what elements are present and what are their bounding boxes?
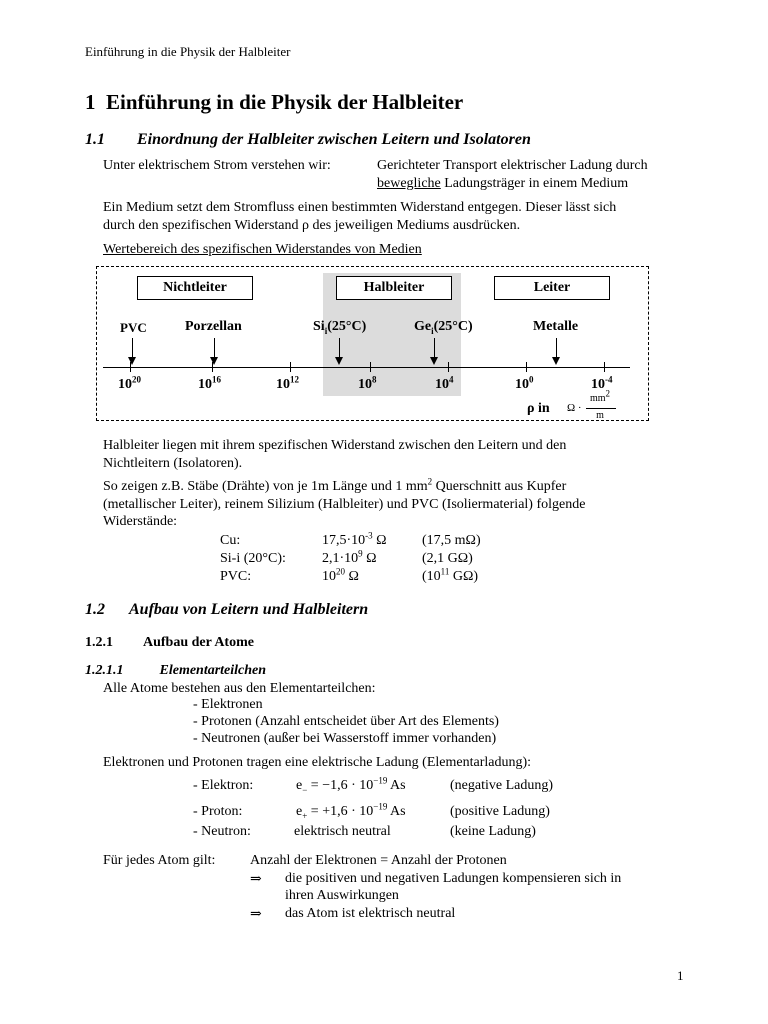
arrow-germanium-head — [430, 357, 438, 365]
axis-tick — [604, 362, 605, 372]
page-number: 1 — [677, 968, 684, 983]
definition-line-2: bewegliche Ladungsträger in einem Medium — [377, 176, 629, 191]
axis-tick — [448, 362, 449, 372]
charge-value: $e_- = -1,6 \cdot 10^{-19}$ As — [296, 775, 406, 795]
arrow-porzellan — [214, 338, 215, 358]
arrow-metalle-head — [552, 357, 560, 365]
paragraph-line: So zeigen z.B. Stäbe (Drähte) von je 1m Länge und 1 $mm^2$ Querschnitt aus Kupfer — [103, 476, 567, 494]
range-heading: Wertebereich des spezifischen Widerstandes von Medien — [103, 242, 422, 257]
material-pvc: PVC — [120, 320, 147, 335]
category-leiter: Leiter — [494, 276, 610, 300]
charge-name: - Proton: — [193, 804, 243, 819]
arrow-silizium-head — [335, 357, 343, 365]
section-number: 1.1 — [85, 131, 105, 148]
unit-fraction-bar — [586, 408, 616, 409]
axis-tick — [370, 362, 371, 372]
tick-label: $10^{20}$ — [118, 374, 141, 392]
unit-omega: Ω · — [567, 402, 582, 414]
tick-label: $10^{12}$ — [276, 374, 299, 392]
charge-intro: Elektronen und Protonen tragen eine elektrische Ladung (Elementarladung): — [103, 755, 532, 770]
definition-term: Unter elektrischem Strom verstehen wir: — [103, 158, 331, 173]
paragraph-line: Widerstände: — [103, 514, 178, 529]
consequence-line: das Atom ist elektrisch neutral — [285, 906, 456, 921]
charge-note: (positive Ladung) — [450, 804, 550, 819]
material-silizium: $Si_i(25^\circ C)$ — [313, 319, 367, 336]
list-item: - Elektronen — [193, 697, 263, 712]
axis-tick — [212, 362, 213, 372]
paragraph-line: Nichtleitern (Isolatoren). — [103, 456, 243, 471]
chapter-heading — [85, 90, 463, 115]
list-item: - Neutronen (außer bei Wasserstoff immer vorhanden) — [193, 731, 497, 746]
underlined-word: bewegliche — [377, 176, 441, 191]
axis-tick — [526, 362, 527, 372]
paragraph-line: Halbleiter liegen mit ihrem spezifischen Widerstand zwischen den Leitern und den — [103, 438, 567, 453]
resist-alt: (17,5 mΩ) — [422, 533, 481, 548]
atom-rule-label: Für jedes Atom gilt: — [103, 853, 216, 868]
implies-icon: ⇒ — [250, 907, 262, 922]
resist-material: PVC: — [220, 569, 252, 584]
paragraph-line: (metallischer Leiter), reinem Silizium (Halbleiter) und PVC (Isoliermaterial) folgende — [103, 497, 586, 512]
section-1-1-heading — [85, 131, 531, 149]
charge-note: (keine Ladung) — [450, 824, 536, 839]
arrow-silizium — [339, 338, 340, 358]
paragraph-line: durch den spezifischen Widerstand ρ des jeweiligen Mediums ausdrücken. — [103, 218, 521, 233]
charge-name: - Elektron: — [193, 778, 254, 793]
chapter-number: 1 — [85, 90, 96, 114]
tick-label: $10^8$ — [358, 374, 377, 392]
unit-symbol: ρ in — [527, 401, 550, 416]
resistivity-axis — [103, 367, 630, 368]
arrow-metalle — [556, 338, 557, 358]
consequence-line: die positiven und negativen Ladungen kompensieren sich in — [285, 871, 622, 886]
tick-label: $10^0$ — [515, 374, 534, 392]
charge-name: - Neutron: — [193, 824, 251, 839]
axis-tick — [130, 362, 131, 372]
unit-denominator: m — [596, 410, 604, 421]
charge-value: elektrisch neutral — [294, 824, 391, 839]
resist-value: $2,1\cdot 10^9$ Ω — [322, 548, 377, 566]
list-item: - Protonen (Anzahl entscheidet über Art des Elements) — [193, 714, 499, 729]
tick-label: $10^{16}$ — [198, 374, 221, 392]
section-title: Einordnung der Halbleiter zwischen Leitern und Isolatoren — [137, 131, 531, 148]
tick-label: $10^4$ — [435, 374, 454, 392]
category-nichtleiter: Nichtleiter — [137, 276, 253, 300]
unit-numerator: $mm^2$ — [589, 388, 611, 404]
resist-material: Si-i (20°C): — [220, 551, 286, 566]
chapter-title: Einführung in die Physik der Halbleiter — [106, 90, 464, 114]
elementary-intro: Alle Atome bestehen aus den Elementarteilchen: — [103, 681, 376, 696]
atom-rule: Anzahl der Elektronen = Anzahl der Protonen — [250, 853, 507, 868]
section-1-2-1-1-heading: 1.2.1.1 Elementarteilchen — [85, 663, 267, 678]
material-porzellan: Porzellan — [185, 319, 242, 334]
material-germanium: $Ge_i(25^\circ C)$ — [414, 319, 473, 336]
category-halbleiter: Halbleiter — [336, 276, 452, 300]
implies-icon: ⇒ — [250, 872, 262, 887]
arrow-germanium — [434, 338, 435, 358]
resist-alt: ($10^{11}$ GΩ) — [422, 566, 479, 584]
section-1-2-heading: 1.2 Aufbau von Leitern und Halbleitern — [85, 601, 369, 618]
consequence-line: ihren Auswirkungen — [285, 888, 399, 903]
resist-value: $10^{20}$ Ω — [322, 566, 359, 584]
resist-alt: (2,1 GΩ) — [422, 551, 473, 566]
resist-material: Cu: — [220, 533, 241, 548]
charge-value: $e_+ = +1,6 \cdot 10^{-19}$ As — [296, 801, 406, 821]
definition-line-1: Gerichteter Transport elektrischer Ladung durch — [377, 158, 648, 173]
arrow-pvc — [132, 338, 133, 358]
charge-note: (negative Ladung) — [450, 778, 554, 793]
resist-value: $17,5\cdot 10^{-3}$ Ω — [322, 530, 387, 548]
material-metalle: Metalle — [533, 319, 579, 334]
axis-tick — [290, 362, 291, 372]
section-1-2-1-heading: 1.2.1 Aufbau der Atome — [85, 635, 254, 650]
paragraph-line: Ein Medium setzt dem Stromfluss einen bestimmten Widerstand entgegen. Dieser lässt sich — [103, 200, 617, 215]
tick-label: $10^{-4}$ — [591, 374, 613, 392]
running-header: Einführung in die Physik der Halbleiter — [85, 44, 291, 59]
